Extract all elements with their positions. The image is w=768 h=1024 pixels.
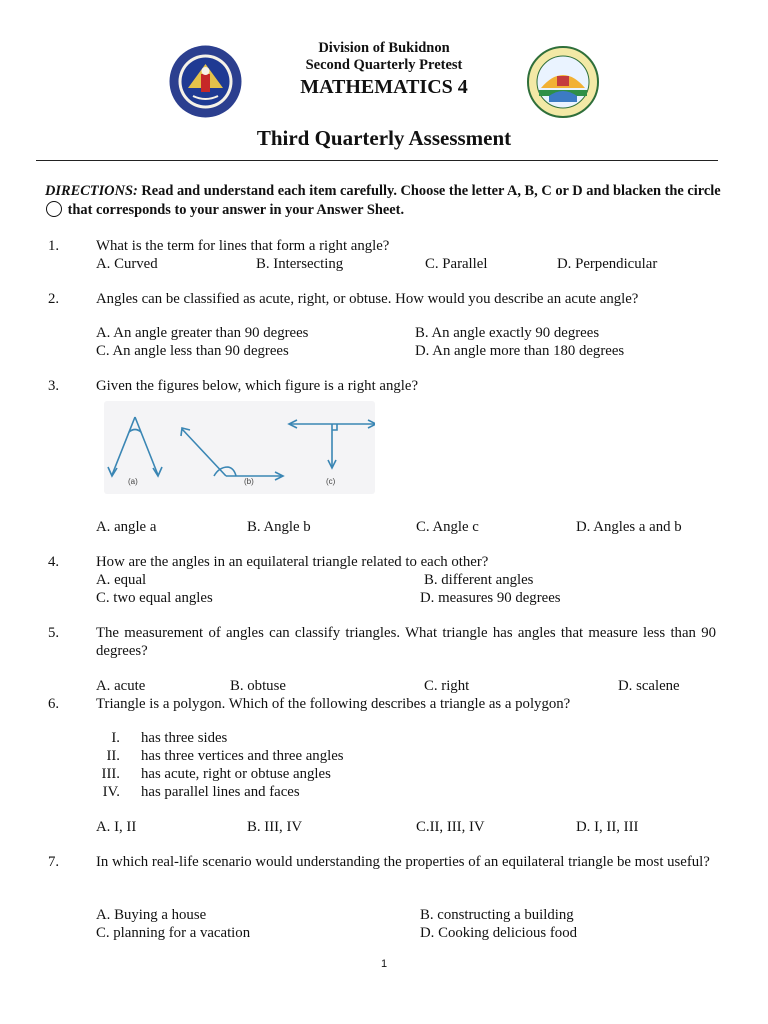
directions (45, 182, 735, 220)
roman-numeral: II. (106, 748, 120, 764)
choice-a: A. Buying a house (96, 907, 207, 923)
question-text: Given the figures below, which figure is a right angle? (96, 378, 419, 394)
question-number: 7. (48, 854, 60, 870)
question-number: 4. (48, 554, 60, 570)
choice-d: D. Cooking delicious food (420, 925, 578, 941)
question-text: Triangle is a polygon. Which of the following describes a triangle as a polygon? (96, 696, 571, 712)
choice-b: B. Angle b (247, 519, 311, 535)
question-text: The measurement of angles can classify triangles. What triangle has angles that measure less than 90 degrees? (96, 625, 716, 659)
roman-numeral: IV. (102, 784, 120, 800)
question-text: Angles can be classified as acute, right, or obtuse. How would you describe an acute angle? (96, 291, 639, 307)
choice-c: C. planning for a vacation (96, 925, 251, 941)
figure-label-b: (b) (244, 477, 254, 486)
choice-d: D. An angle more than 180 degrees (415, 343, 625, 359)
choice-c: C. An angle less than 90 degrees (96, 343, 289, 359)
choice-d: D. measures 90 degrees (420, 590, 561, 606)
statement-text: has three vertices and three angles (141, 748, 344, 764)
roman-numeral: III. (101, 766, 120, 782)
question-text: In which real-life scenario would understanding the properties of an equilateral triangle be most useful? (96, 854, 710, 870)
question-text: How are the angles in an equilateral triangle related to each other? (96, 554, 489, 570)
question-number: 1. (48, 238, 60, 254)
choice-d: D. Angles a and b (576, 519, 682, 535)
choice-b: B. obtuse (230, 678, 286, 694)
question-text: What is the term for lines that form a right angle? (96, 238, 390, 254)
subject-title: MATHEMATICS 4 (300, 76, 468, 98)
page-number: 1 (380, 958, 388, 970)
statement-text: has parallel lines and faces (141, 784, 300, 800)
directions-label: DIRECTIONS: (45, 183, 138, 199)
choice-b: B. Intersecting (256, 256, 344, 272)
choice-d: D. Perpendicular (557, 256, 658, 272)
directions-text-2: that corresponds to your answer in your Answer Sheet. (64, 202, 405, 218)
directions-text-1: Read and understand each item carefully. Choose the letter A, B, C or D and blacken the circle (137, 183, 721, 199)
header-divider (36, 160, 718, 161)
choice-b: B. An angle exactly 90 degrees (415, 325, 600, 341)
division-name: Division of Bukidnon (318, 40, 450, 56)
choice-a: A. Curved (96, 256, 158, 272)
roman-numeral: I. (111, 730, 120, 746)
question-number: 6. (48, 696, 60, 712)
figure-label-c: (c) (326, 477, 336, 486)
page-title: Third Quarterly Assessment (256, 126, 512, 150)
choice-c: C.II, III, IV (416, 819, 485, 835)
statement-text: has three sides (141, 730, 228, 746)
choice-d: D. I, II, III (576, 819, 639, 835)
choice-c: C. Parallel (425, 256, 488, 272)
question-number: 5. (48, 625, 60, 641)
pretest-label: Second Quarterly Pretest (305, 57, 463, 73)
statement-text: has acute, right or obtuse angles (141, 766, 331, 782)
choice-c: C. right (424, 678, 470, 694)
choice-a: A. angle a (96, 519, 157, 535)
choice-a: A. equal (96, 572, 147, 588)
choice-b: B. different angles (424, 572, 534, 588)
choice-c: C. Angle c (416, 519, 479, 535)
figure-label-a: (a) (128, 477, 138, 486)
choice-d: D. scalene (618, 678, 680, 694)
choice-a: A. I, II (96, 819, 137, 835)
choice-b: B. III, IV (247, 819, 303, 835)
answer-circle-icon (46, 201, 62, 217)
choice-a: A. An angle greater than 90 degrees (96, 325, 309, 341)
question-number: 2. (48, 291, 60, 307)
question-number: 3. (48, 378, 60, 394)
choice-c: C. two equal angles (96, 590, 213, 606)
angle-figures (104, 401, 375, 494)
choice-b: B. constructing a building (420, 907, 574, 923)
choice-a: A. acute (96, 678, 146, 694)
